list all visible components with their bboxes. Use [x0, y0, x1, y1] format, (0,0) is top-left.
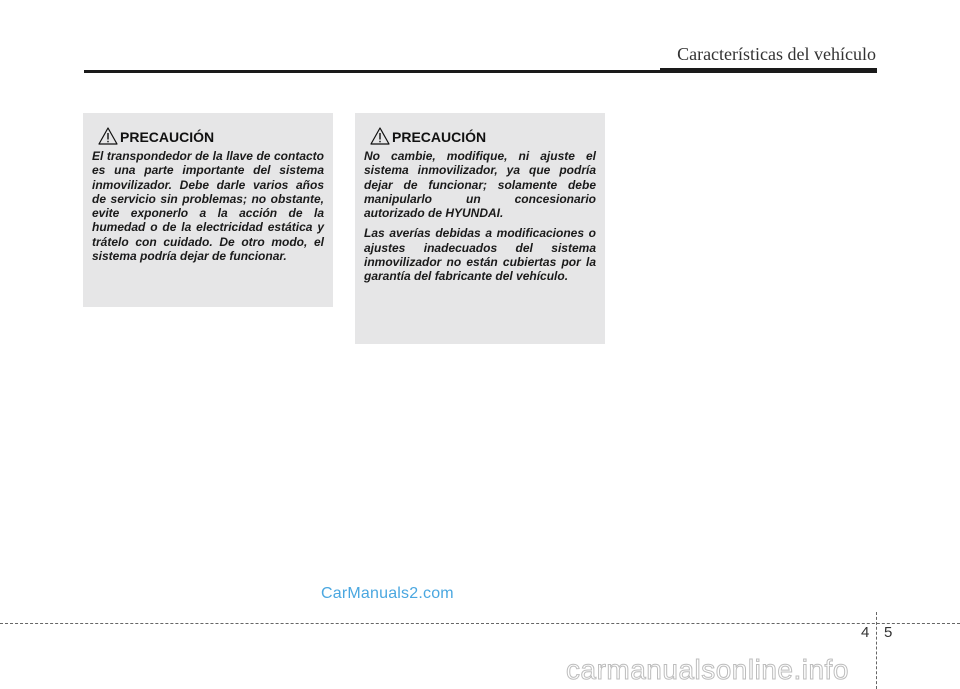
page-number-divider [876, 612, 877, 689]
caution-title: PRECAUCIÓN [120, 129, 215, 145]
caution-paragraph: Las averías debidas a modificaciones o ajustes inadecuados del sistema inmovilizador no están cubiertas por la garantía del fabricante del vehículo. [364, 226, 596, 284]
section-title: Características del vehículo [677, 44, 876, 64]
caution-header [370, 127, 596, 145]
warning-triangle-icon [370, 127, 390, 145]
caution-paragraph: El transpondedor de la llave de contacto es una parte importante del sistema inmovilizador. Debe darle varios años de servicio sin problemas; no obstante, evite exponerlo a la acción de la humedad o de la electricidad estática y trátelo con cuidado. De otro modo, el sistema podría dejar de funcionar. [92, 149, 324, 264]
caution-box-transponder [83, 113, 333, 307]
page-number: 5 [884, 624, 893, 641]
bottom-dashed-rule [0, 623, 960, 624]
chapter-number: 4 [861, 624, 870, 641]
caution-header [98, 127, 324, 145]
caution-title: PRECAUCIÓN [392, 129, 487, 145]
caution-body [364, 149, 596, 284]
caution-box-immobilizer [355, 113, 605, 344]
warning-triangle-icon [98, 127, 118, 145]
site-watermark: carmanualsonline.info [566, 654, 849, 685]
caution-body [92, 149, 324, 263]
watermark-link[interactable]: CarManuals2.com [321, 585, 454, 602]
header-rule-accent [660, 68, 877, 73]
caution-paragraph: No cambie, modifique, ni ajuste el sistema inmovilizador, ya que podría dejar de funcionar; solamente debe manipularlo un concesionario autorizado de HYUNDAI. [364, 149, 596, 221]
